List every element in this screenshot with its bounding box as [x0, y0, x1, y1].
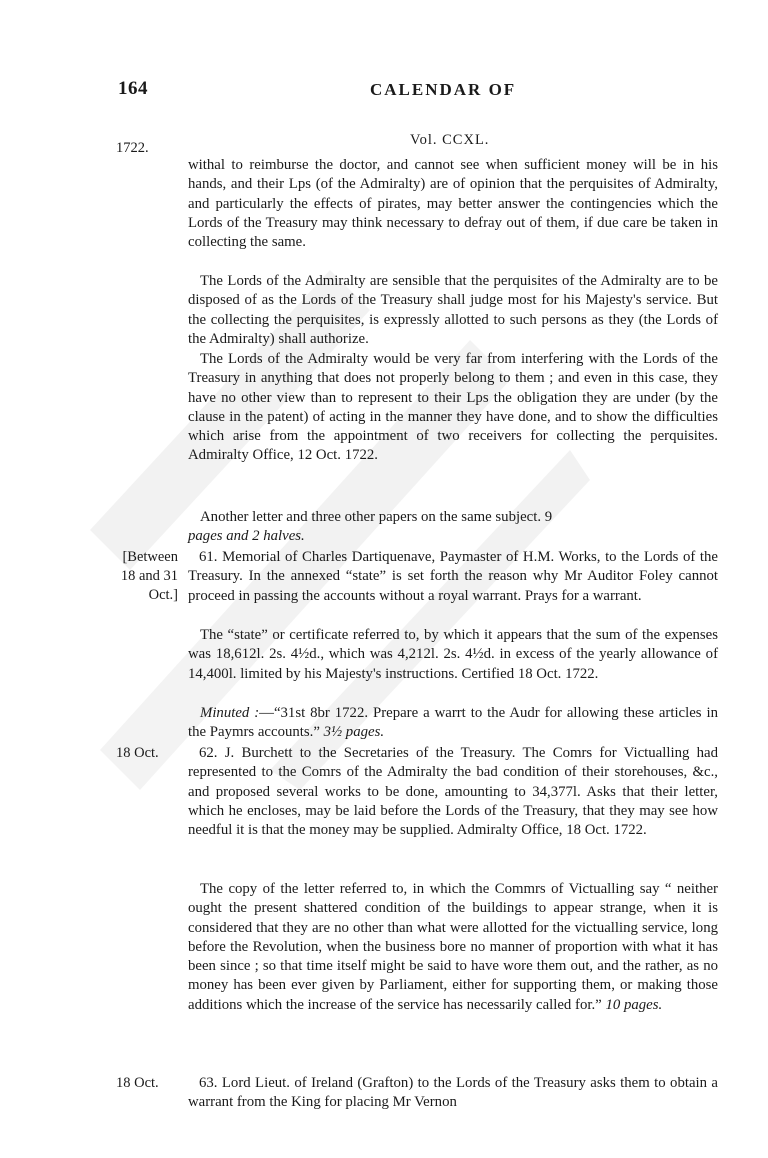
margin-between-1: [Between [122, 549, 178, 565]
another-letter-pages: pages and 2 halves. [188, 528, 305, 545]
running-title: CALENDAR OF [370, 80, 517, 99]
letter-copy-text: The copy of the letter referred to, in which the Commrs of Victualling say “ neither ought the present shattered condition of the buildings to appear strange, when it is considered that they are no other than what were allotted for the victualling service, long before the Revolution, when the business bore no manner of proportion with what it has been since ; so that time itself might be said to have wore them out, and the rather, as no money has been ever given by Parliament, either for supporting them, or making those additions which the increase of the service has necessarily called for.” [188, 881, 718, 1013]
entry-62-letter-copy [188, 880, 718, 1015]
entry-61: 61. Memorial of Charles Dartiquenave, Paymaster of H.M. Works, to the Lords of the Treasury. In the annexed “state” is set forth the reason why Mr Auditor Foley cannot proceed in passing the accounts without a royal warrant. Prays for a warrant. [188, 549, 718, 604]
margin-date-62: 18 Oct. [116, 745, 159, 761]
margin-year: 1722. [116, 140, 149, 156]
margin-between-3: Oct.] [148, 587, 178, 603]
another-letter-text: Another letter and three other papers on the same subject. 9 [200, 509, 553, 525]
entry-61-state: The “state” or certificate referred to, by which it appears that the sum of the expenses was 18,612l. 2s. 4½d., which was 4,212l. 2s. 4½d. in excess of the yearly allowance of 14,400l. limited by his Majesty's instructions. Certified 18 Oct. 1722. [188, 627, 718, 682]
volume-heading: Vol. CCXL. [410, 132, 490, 148]
minuted-text: —“31st 8br 1722. Prepare a warrt to the Audr for allowing these articles in the Paymrs accounts.” [188, 705, 718, 741]
entry-63: 63. Lord Lieut. of Ireland (Grafton) to the Lords of the Treasury asks them to obtain a warrant from the King for placing Mr Vernon [188, 1075, 718, 1111]
entry-61-minuted [188, 704, 718, 743]
minuted-label: Minuted : [200, 705, 260, 721]
paragraph-another-letter [188, 508, 718, 547]
margin-between-2: 18 and 31 [120, 568, 178, 584]
minuted-pages: 3½ pages. [323, 724, 385, 741]
margin-date-61 [112, 548, 178, 605]
paragraph-continuation: withal to reimburse the doctor, and cannot see when sufficient money will be in his hands, and their Lps (of the Admiralty) are of opinion that the perquisites of Admiralty, and particularly the effects of pirates, may better answer the contingencies which the Lords of the Treasury may think necessary to defray out of them, if due care be taken in collecting the same. [188, 157, 718, 251]
paragraph-admiralty-sensible: The Lords of the Admiralty are sensible that the perquisites of the Admiralty are to be disposed of as the Lords of the Treasury shall judge most for his Majesty's service. But the collecting the perquisites, is expressly allotted to such persons as they (the Lords of the Admiralty) shall authorize. [188, 273, 718, 347]
page-number: 164 [118, 78, 148, 99]
letter-copy-pages: 10 pages. [605, 996, 663, 1013]
margin-date-63: 18 Oct. [116, 1075, 159, 1091]
paragraph-admiralty-interfering: The Lords of the Admiralty would be very far from interfering with the Lords of the Treasury in anything that does not properly belong to them ; and even in this case, they have no other view than to represent to their Lps the obligation they are under (by the clause in the patent) of acting in the manner they have done, and to show the difficulties which arise from the appointment of two receivers for collecting the perquisites. Admiralty Office, 12 Oct. 1722. [188, 351, 718, 464]
entry-62: 62. J. Burchett to the Secretaries of the Treasury. The Comrs for Victualling had represented to the Comrs of the Admiralty the bad condition of their storehouses, &c., and proposed several works to be done, amounting to 34,377l. Asks that their letter, which he encloses, may be laid before the Lords of the Treasury, that they may see how needful it is that the money may be supplied. Admiralty Office, 18 Oct. 1722. [188, 745, 718, 839]
